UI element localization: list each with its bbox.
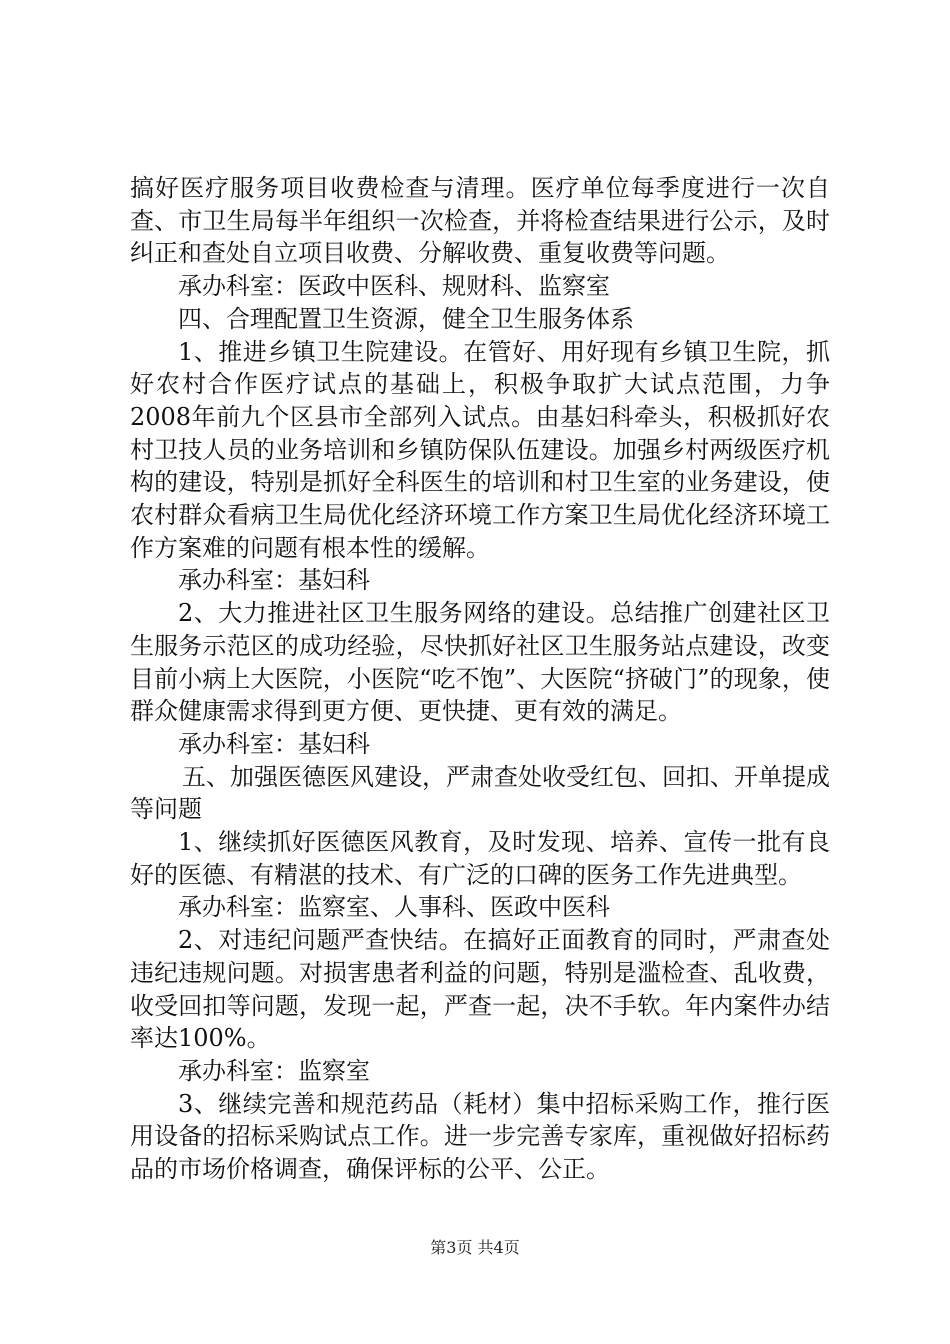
section-heading-5: 五、加强医德医风建设，严肃查处收受红包、回扣、开单提成等问题: [130, 762, 830, 824]
paragraph-item-5-1: 1、继续抓好医德医风教育，及时发现、培养、宣传一批有良好的医德、有精湛的技术、有广泛的口碑的医务工作先进典型。: [130, 828, 830, 889]
section-heading-4: 四、合理配置卫生资源，健全卫生服务体系: [178, 304, 634, 333]
paragraph-fee-inspection: 搞好医疗服务项目收费检查与清理。医疗单位每季度进行一次自查、市卫生局每半年组织一次检查，并将检查结果进行公示，及时纠正和查处自立项目收费、分解收费、重复收费等问题。: [130, 174, 830, 268]
paragraph-item-5-2: 2、对违纪问题严查快结。在搞好正面教育的同时，严肃查处违纪违规问题。对损害患者利益的问题，特别是滥检查、乱收费，收受回扣等问题，发现一起，严查一起，决不手软。年内案件办结率达100%。: [130, 926, 830, 1053]
paragraph-office-3: 承办科室：基妇科: [178, 729, 370, 758]
paragraph-office-4: 承办科室：监察室、人事科、医政中医科: [178, 893, 610, 922]
page-number-footer: 第3页 共4页: [430, 1238, 520, 1257]
paragraph-item-4-2: 2、大力推进社区卫生服务网络的建设。总结推广创建社区卫生服务示范区的成功经验，尽快抓好社区卫生服务站点建设，改变目前小病上大医院，小医院“吃不饱”、大医院“挤破门”的现象，使群众健康需求得到更方便、更快捷、更有效的满足。: [130, 599, 830, 726]
paragraph-office-1: 承办科室：医政中医科、规财科、监察室: [178, 272, 610, 301]
paragraph-item-4-1: 1、推进乡镇卫生院建设。在管好、用好现有乡镇卫生院，抓好农村合作医疗试点的基础上，积极争取扩大试点范围，力争2008年前九个区县市全部列入试点。由基妇科牵头，积极抓好农村卫技人员的业务培训和乡镇防保队伍建设。加强乡村两级医疗机构的建设，特别是抓好全科医生的培训和村卫生室的业务建设，使农村群众看病卫生局优化经济环境工作方案卫生局优化经济环境工作方案难的问题有根本性的缓解。: [130, 337, 830, 562]
document-body: [130, 172, 830, 1186]
paragraph-item-5-3: 3、继续完善和规范药品（耗材）集中招标采购工作，推行医用设备的招标采购试点工作。进一步完善专家库，重视做好招标药品的市场价格调查，确保评标的公平、公正。: [130, 1089, 830, 1184]
paragraph-office-5: 承办科室：监察室: [178, 1056, 370, 1085]
paragraph-office-2: 承办科室：基妇科: [178, 566, 370, 595]
